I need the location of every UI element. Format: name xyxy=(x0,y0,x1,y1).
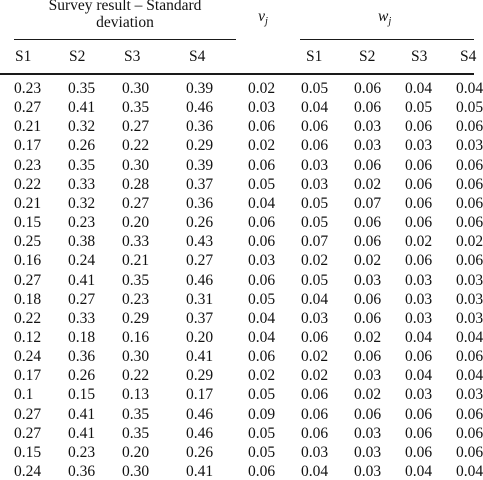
cell-w-s4: 0.03 xyxy=(456,386,483,404)
cell-w-s3: 0.06 xyxy=(405,348,433,366)
cell-w-s2: 0.03 xyxy=(354,443,382,461)
cell-w-s2: 0.06 xyxy=(354,156,382,174)
cell-sd-s2: 0.41 xyxy=(68,405,96,423)
cell-w-s1: 0.06 xyxy=(301,424,329,442)
cell-w-s3: 0.06 xyxy=(405,424,433,442)
cell-sd-s4: 0.29 xyxy=(186,367,214,385)
cell-sd-s3: 0.30 xyxy=(122,348,150,366)
cell-vj: 0.06 xyxy=(248,463,276,480)
cell-w-s1: 0.03 xyxy=(301,156,329,174)
cell-sd-s2: 0.15 xyxy=(68,386,96,404)
cell-w-s2: 0.06 xyxy=(354,290,382,308)
cell-sd-s2: 0.23 xyxy=(68,214,96,232)
cell-w-s1: 0.02 xyxy=(301,252,329,270)
cell-sd-s3: 0.35 xyxy=(122,99,150,117)
cell-w-s2: 0.03 xyxy=(354,271,382,289)
cell-sd-s2: 0.38 xyxy=(68,233,96,251)
cell-sd-s1: 0.27 xyxy=(14,424,42,442)
cell-sd-s3: 0.30 xyxy=(122,80,150,97)
cell-sd-s1: 0.22 xyxy=(14,175,42,193)
cell-vj: 0.06 xyxy=(248,271,276,289)
cell-w-s2: 0.06 xyxy=(354,233,382,251)
cell-w-s3: 0.04 xyxy=(405,463,433,480)
cell-sd-s1: 0.21 xyxy=(14,194,42,212)
cell-w-s2: 0.02 xyxy=(354,386,382,404)
cell-w-s3: 0.06 xyxy=(405,252,433,270)
sd-group-header-line1: Survey result – Standard xyxy=(48,0,202,14)
cell-w-s1: 0.06 xyxy=(301,137,329,155)
cell-w-s2: 0.06 xyxy=(354,80,382,97)
cell-sd-s1: 0.21 xyxy=(14,118,42,136)
cell-sd-s2: 0.41 xyxy=(68,424,96,442)
cell-sd-s2: 0.26 xyxy=(68,137,96,155)
cell-w-s2: 0.02 xyxy=(354,328,382,346)
cell-sd-s4: 0.26 xyxy=(186,214,214,232)
cell-w-s3: 0.02 xyxy=(405,233,433,251)
cell-w-s4: 0.03 xyxy=(456,290,483,308)
col-head-w-s4: S4 xyxy=(460,48,477,65)
cell-sd-s1: 0.17 xyxy=(14,137,42,155)
cell-sd-s4: 0.20 xyxy=(186,328,214,346)
cell-sd-s3: 0.27 xyxy=(122,118,150,136)
cell-w-s3: 0.03 xyxy=(405,271,433,289)
cell-vj: 0.09 xyxy=(248,405,276,423)
vj-subscript: j xyxy=(264,16,268,27)
cell-w-s3: 0.06 xyxy=(405,405,433,423)
cell-sd-s3: 0.23 xyxy=(122,290,150,308)
cell-w-s3: 0.06 xyxy=(405,175,433,193)
cell-w-s2: 0.02 xyxy=(354,252,382,270)
col-head-sd-s2: S2 xyxy=(69,48,86,65)
cell-sd-s2: 0.36 xyxy=(68,348,96,366)
cell-vj: 0.06 xyxy=(248,118,276,136)
cell-sd-s2: 0.32 xyxy=(68,118,96,136)
cell-sd-s4: 0.37 xyxy=(186,175,214,193)
cell-sd-s4: 0.41 xyxy=(186,463,214,480)
cell-w-s3: 0.06 xyxy=(405,118,433,136)
cell-sd-s1: 0.15 xyxy=(14,443,42,461)
cell-w-s4: 0.06 xyxy=(456,214,483,232)
cell-sd-s3: 0.28 xyxy=(122,175,150,193)
vj-symbol: v xyxy=(258,8,265,25)
cell-sd-s4: 0.29 xyxy=(186,137,214,155)
cell-w-s3: 0.06 xyxy=(405,156,433,174)
cell-vj: 0.04 xyxy=(248,328,276,346)
cell-w-s4: 0.06 xyxy=(456,156,483,174)
cell-w-s1: 0.06 xyxy=(301,386,329,404)
cell-sd-s3: 0.20 xyxy=(122,214,150,232)
cell-w-s1: 0.04 xyxy=(301,99,329,117)
cell-w-s1: 0.06 xyxy=(301,405,329,423)
cell-vj: 0.03 xyxy=(248,99,276,117)
cell-w-s1: 0.04 xyxy=(301,290,329,308)
cell-vj: 0.05 xyxy=(248,443,276,461)
cell-sd-s2: 0.35 xyxy=(68,156,96,174)
cell-w-s4: 0.03 xyxy=(456,137,483,155)
cell-sd-s4: 0.46 xyxy=(186,405,214,423)
cell-w-s1: 0.03 xyxy=(301,175,329,193)
cell-sd-s2: 0.23 xyxy=(68,443,96,461)
cell-sd-s3: 0.20 xyxy=(122,443,150,461)
cell-w-s3: 0.06 xyxy=(405,214,433,232)
cell-sd-s3: 0.35 xyxy=(122,405,150,423)
cell-w-s4: 0.04 xyxy=(456,367,483,385)
cell-sd-s3: 0.13 xyxy=(122,386,150,404)
cell-sd-s1: 0.16 xyxy=(14,252,42,270)
cell-vj: 0.05 xyxy=(248,290,276,308)
cell-w-s2: 0.02 xyxy=(354,175,382,193)
sd-group-header-line2: deviation xyxy=(96,14,154,31)
cell-sd-s4: 0.27 xyxy=(186,252,214,270)
cell-sd-s2: 0.27 xyxy=(68,290,96,308)
cell-vj: 0.05 xyxy=(248,175,276,193)
cell-w-s1: 0.02 xyxy=(301,348,329,366)
cell-sd-s2: 0.18 xyxy=(68,328,96,346)
cell-sd-s1: 0.22 xyxy=(14,309,42,327)
cell-sd-s3: 0.22 xyxy=(122,367,150,385)
cell-w-s2: 0.03 xyxy=(354,367,382,385)
cell-w-s2: 0.07 xyxy=(354,194,382,212)
cell-sd-s4: 0.36 xyxy=(186,194,214,212)
cell-sd-s3: 0.21 xyxy=(122,252,150,270)
cell-w-s4: 0.06 xyxy=(456,424,483,442)
cell-sd-s2: 0.32 xyxy=(68,194,96,212)
cell-w-s1: 0.06 xyxy=(301,118,329,136)
cell-w-s2: 0.03 xyxy=(354,424,382,442)
cell-sd-s1: 0.1 xyxy=(14,386,34,404)
cell-w-s1: 0.05 xyxy=(301,194,329,212)
wj-subscript: j xyxy=(388,16,392,27)
col-head-w-s2: S2 xyxy=(359,48,376,65)
cell-w-s4: 0.06 xyxy=(456,348,483,366)
cell-vj: 0.02 xyxy=(248,137,276,155)
cell-w-s3: 0.04 xyxy=(405,328,433,346)
cell-vj: 0.04 xyxy=(248,194,276,212)
cell-sd-s3: 0.30 xyxy=(122,156,150,174)
cell-sd-s3: 0.27 xyxy=(122,194,150,212)
cell-sd-s3: 0.33 xyxy=(122,233,150,251)
cell-w-s4: 0.04 xyxy=(456,80,483,97)
cell-vj: 0.05 xyxy=(248,424,276,442)
cell-w-s1: 0.06 xyxy=(301,328,329,346)
cell-sd-s1: 0.23 xyxy=(14,156,42,174)
cell-sd-s4: 0.46 xyxy=(186,99,214,117)
cell-w-s2: 0.03 xyxy=(354,137,382,155)
cell-sd-s2: 0.33 xyxy=(68,309,96,327)
cell-sd-s4: 0.46 xyxy=(186,271,214,289)
col-head-sd-s1: S1 xyxy=(15,48,32,65)
cell-sd-s1: 0.27 xyxy=(14,405,42,423)
cell-sd-s1: 0.25 xyxy=(14,233,42,251)
cell-sd-s4: 0.46 xyxy=(186,424,214,442)
cell-sd-s4: 0.43 xyxy=(186,233,214,251)
cell-sd-s1: 0.27 xyxy=(14,99,42,117)
cell-vj: 0.02 xyxy=(248,80,276,97)
cell-w-s3: 0.03 xyxy=(405,290,433,308)
cell-sd-s4: 0.39 xyxy=(186,80,214,97)
cell-sd-s3: 0.22 xyxy=(122,137,150,155)
cell-w-s4: 0.06 xyxy=(456,194,483,212)
cell-w-s2: 0.06 xyxy=(354,405,382,423)
cell-w-s3: 0.06 xyxy=(405,194,433,212)
cell-w-s4: 0.04 xyxy=(456,328,483,346)
col-head-sd-s3: S3 xyxy=(124,48,141,65)
cell-w-s2: 0.03 xyxy=(354,118,382,136)
cell-w-s1: 0.05 xyxy=(301,271,329,289)
cell-vj: 0.04 xyxy=(248,309,276,327)
cell-sd-s1: 0.24 xyxy=(14,463,42,480)
cell-w-s1: 0.02 xyxy=(301,367,329,385)
cell-w-s3: 0.05 xyxy=(405,99,433,117)
cell-sd-s2: 0.33 xyxy=(68,175,96,193)
col-head-w-s1: S1 xyxy=(306,48,323,65)
cell-w-s2: 0.06 xyxy=(354,99,382,117)
cell-sd-s1: 0.24 xyxy=(14,348,42,366)
cell-sd-s3: 0.29 xyxy=(122,309,150,327)
cell-sd-s2: 0.41 xyxy=(68,271,96,289)
cell-sd-s3: 0.30 xyxy=(122,463,150,480)
cell-w-s2: 0.03 xyxy=(354,463,382,480)
cell-vj: 0.02 xyxy=(248,367,276,385)
cell-sd-s4: 0.37 xyxy=(186,309,214,327)
cell-sd-s1: 0.17 xyxy=(14,367,42,385)
cell-w-s4: 0.03 xyxy=(456,271,483,289)
cell-w-s3: 0.03 xyxy=(405,309,433,327)
cell-sd-s2: 0.36 xyxy=(68,463,96,480)
cell-sd-s4: 0.36 xyxy=(186,118,214,136)
cell-sd-s4: 0.26 xyxy=(186,443,214,461)
cell-w-s4: 0.04 xyxy=(456,463,483,480)
cell-w-s3: 0.03 xyxy=(405,137,433,155)
cell-vj: 0.06 xyxy=(248,348,276,366)
cell-sd-s3: 0.35 xyxy=(122,424,150,442)
cell-w-s4: 0.03 xyxy=(456,309,483,327)
cell-w-s4: 0.06 xyxy=(456,118,483,136)
cell-w-s3: 0.06 xyxy=(405,443,433,461)
cell-sd-s2: 0.26 xyxy=(68,367,96,385)
cell-sd-s2: 0.24 xyxy=(68,252,96,270)
cell-vj: 0.03 xyxy=(248,252,276,270)
cell-w-s2: 0.06 xyxy=(354,309,382,327)
cell-w-s3: 0.04 xyxy=(405,80,433,97)
cell-sd-s1: 0.15 xyxy=(14,214,42,232)
cell-w-s4: 0.02 xyxy=(456,233,483,251)
cell-w-s1: 0.05 xyxy=(301,80,329,97)
cell-w-s1: 0.07 xyxy=(301,233,329,251)
cell-vj: 0.05 xyxy=(248,386,276,404)
cell-sd-s4: 0.41 xyxy=(186,348,214,366)
cell-w-s4: 0.06 xyxy=(456,443,483,461)
cell-w-s4: 0.06 xyxy=(456,405,483,423)
cell-w-s1: 0.04 xyxy=(301,463,329,480)
cell-sd-s1: 0.27 xyxy=(14,271,42,289)
cell-w-s2: 0.06 xyxy=(354,348,382,366)
cell-vj: 0.06 xyxy=(248,233,276,251)
cell-sd-s4: 0.39 xyxy=(186,156,214,174)
cell-sd-s1: 0.23 xyxy=(14,80,42,97)
cell-sd-s4: 0.31 xyxy=(186,290,214,308)
cell-w-s3: 0.03 xyxy=(405,386,433,404)
cell-w-s4: 0.06 xyxy=(456,252,483,270)
cell-w-s4: 0.05 xyxy=(456,99,483,117)
col-head-w-s3: S3 xyxy=(411,48,428,65)
cell-vj: 0.06 xyxy=(248,156,276,174)
cell-w-s1: 0.03 xyxy=(301,309,329,327)
cell-sd-s4: 0.17 xyxy=(186,386,214,404)
cell-vj: 0.06 xyxy=(248,214,276,232)
cell-sd-s1: 0.12 xyxy=(14,328,42,346)
cell-sd-s2: 0.41 xyxy=(68,99,96,117)
col-head-sd-s4: S4 xyxy=(189,48,206,65)
cell-sd-s3: 0.35 xyxy=(122,271,150,289)
cell-w-s2: 0.06 xyxy=(354,214,382,232)
cell-w-s1: 0.03 xyxy=(301,443,329,461)
cell-w-s3: 0.04 xyxy=(405,367,433,385)
cell-sd-s3: 0.16 xyxy=(122,328,150,346)
cell-sd-s2: 0.35 xyxy=(68,80,96,97)
cell-w-s4: 0.06 xyxy=(456,175,483,193)
cell-sd-s1: 0.18 xyxy=(14,290,42,308)
cell-w-s1: 0.05 xyxy=(301,214,329,232)
wj-symbol: w xyxy=(378,8,389,25)
